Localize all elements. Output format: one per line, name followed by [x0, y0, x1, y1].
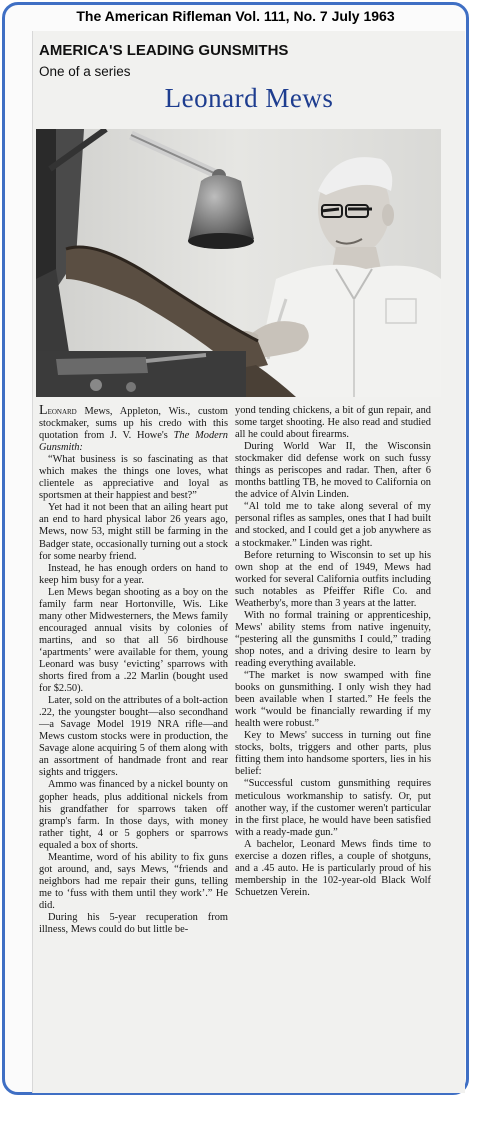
article-paragraph: “The market is now swamped with fine books on gunsmithing. I only wish they had been available when I started.” He feels the work “would be financially rewarding if my health were robust.”	[235, 670, 431, 730]
article-paragraph: yond tending chickens, a bit of gun repair, and some target shooting. He also read and studied all he could about firearms.	[235, 405, 431, 441]
article-paragraph: Key to Mews' success in turning out fine stocks, bolts, triggers and other parts, plus fitting them into handsome sporters, lies in his belief:	[235, 730, 431, 778]
article-column-left	[39, 405, 228, 936]
series-title: AMERICA'S LEADING GUNSMITHS	[39, 42, 289, 59]
lead-paragraph	[39, 405, 228, 454]
article-paragraph: “Successful custom gunsmithing requires meticulous workmanship to satisfy. Or, put another way, if the customer weren't particular in the first place, he would have been satisfied with a ready-made gun.”	[235, 778, 431, 838]
article-paragraph: With no formal training or apprenticeship, Mews' ability stems from native ingenuity, “pestering all the gunsmiths I could,” trading shop notes, and a driving desire to learn by reading everything available.	[235, 609, 431, 669]
lead-text: Mews, Appleton, Wis., custom stockmaker, sums up his credo with this quotation from J. V. Howe's	[39, 406, 228, 442]
article-paragraph: “Al told me to take along several of my personal rifles as samples, ones that I had built and stocked, and I could get a job anywhere as a stockmaker.” Linden was right.	[235, 501, 431, 549]
gunsmith-photo-illustration	[36, 129, 441, 397]
article-paragraph: A bachelor, Leonard Mews finds time to exercise a dozen rifles, a couple of shotguns, and a .45 auto. He is particularly proud of his membership in the 102-year-old Black Wolf Schuetzen Verein.	[235, 838, 431, 898]
series-subtitle: One of a series	[39, 64, 131, 79]
article-paragraph: Yet had it not been that an ailing heart put an end to hard physical labor 26 years ago, Mews, now 53, might still be farming in the Badger state, occasionally turning out a stock for some nearby friend.	[39, 502, 228, 562]
article-paragraph: During his 5-year recuperation from illness, Mews could do but little be-	[39, 911, 228, 936]
article-page	[32, 31, 465, 1093]
drop-cap: L	[39, 403, 48, 418]
article-headline: Leonard Mews	[164, 83, 334, 113]
article-paragraph: Meantime, word of his ability to fix guns got around, and, says Mews, “friends and neighbors had me repair their guns, telling me to ‘fuss with them until they work’.” He did.	[39, 851, 228, 911]
article-column-right	[235, 405, 431, 899]
article-paragraph: Later, sold on the attributes of a bolt-action .22, the youngster bought—also secondhand—a Savage Model 1919 NRA rifle—and Mews custom stocks were in production, the Savage alone acquiring 5 of them along with an assortment of handmade front and rear sights and triggers.	[39, 695, 228, 779]
article-paragraph: Instead, he has enough orders on hand to keep him busy for a year.	[39, 562, 228, 586]
page-frame	[2, 2, 469, 1095]
book-title: The Modern Gunsmith:	[39, 430, 228, 454]
article-paragraph: “What business is so fascinating as that which makes the things one loves, what clientele as appreciative and loyal as sportsmen at their happiest and best?”	[39, 454, 228, 502]
article-paragraph: Len Mews began shooting as a boy on the family farm near Hortonville, Wis. Like many other Midwesterners, the Mews family encouraged annual visits by colonies of martins, and so that all 56 birdhouse ‘apartments’ were available for them, young Leonard was busy ‘evicting’ sparrows with shorts fired from a .22 Marlin (bought used for $2.50).	[39, 586, 228, 695]
article-paragraph: During World War II, the Wisconsin stockmaker did defense work on such fussy things as periscopes and radar. Then, after 6 months battling TB, he moved to California on the advice of Alvin Linden.	[235, 441, 431, 501]
gunsmith-photo	[36, 129, 441, 397]
masthead: The American Rifleman Vol. 111, No. 7 July 1963	[76, 8, 395, 24]
lead-smallcaps: eonard	[47, 406, 77, 417]
article-paragraph: Before returning to Wisconsin to set up his own shop at the end of 1949, Mews had worked for several California outfits including such notables as Pfeiffer Rifle Co. and Weatherby's, more than 3 years at the latter.	[235, 549, 431, 609]
article-paragraph: Ammo was financed by a nickel bounty on gopher heads, plus additional nickels from his grandfather for sparrows taken off gramp's farm. In those days, with money rather tight, 4 or 5 gophers or sparrows equaled a box of shorts.	[39, 779, 228, 851]
